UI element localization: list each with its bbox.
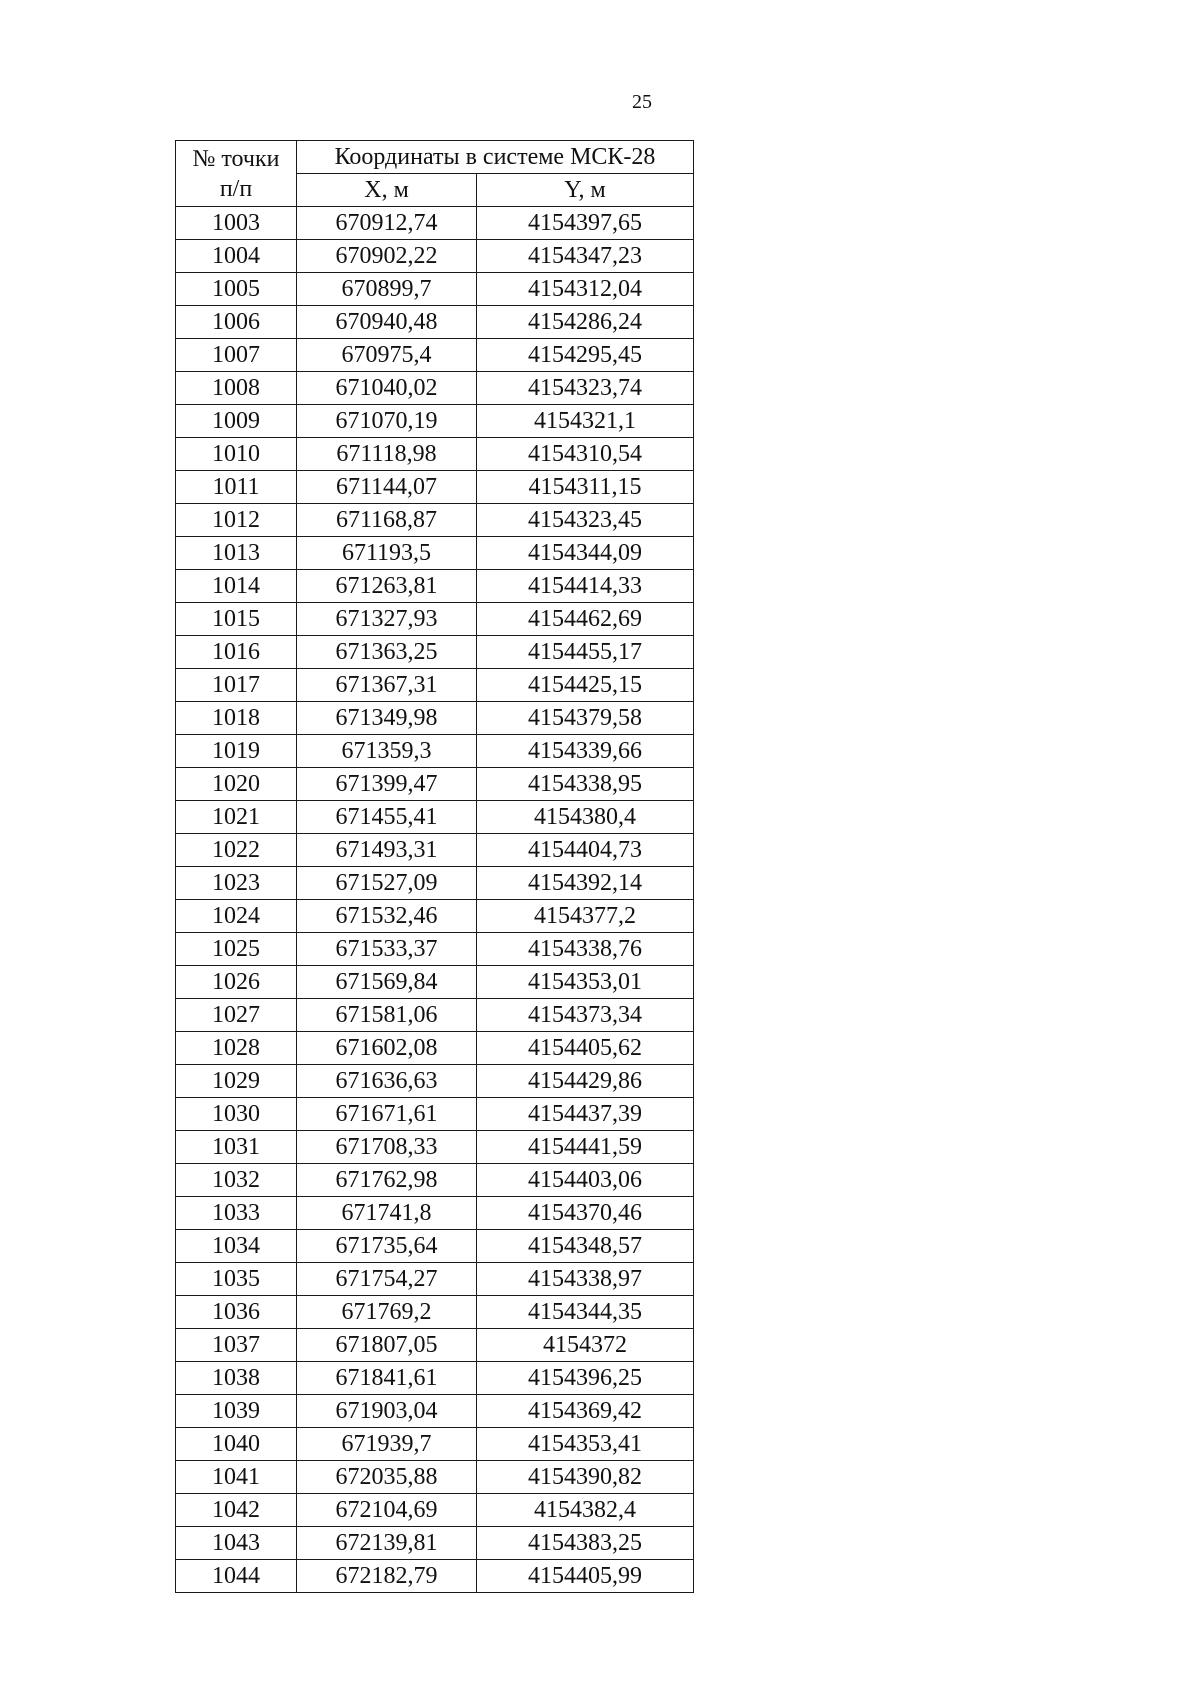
point-number-cell: 1021 [176,801,297,834]
point-number-cell: 1010 [176,438,297,471]
coordinates-table [175,140,694,1593]
y-coordinate-cell: 4154373,34 [477,999,694,1032]
y-coordinate-cell: 4154383,25 [477,1527,694,1560]
y-coordinate-cell: 4154321,1 [477,405,694,438]
table-row [176,900,694,933]
y-coordinate-cell: 4154338,97 [477,1263,694,1296]
table-row [176,471,694,504]
table-row [176,273,694,306]
table-row [176,834,694,867]
table-row [176,1494,694,1527]
y-coordinate-cell: 4154347,23 [477,240,694,273]
y-coordinate-cell: 4154353,41 [477,1428,694,1461]
point-number-cell: 1037 [176,1329,297,1362]
y-coordinate-cell: 4154392,14 [477,867,694,900]
x-coordinate-cell: 671769,2 [297,1296,477,1329]
y-coordinate-cell: 4154390,82 [477,1461,694,1494]
table-row [176,372,694,405]
point-number-cell: 1027 [176,999,297,1032]
table-row [176,537,694,570]
x-coordinate-cell: 671581,06 [297,999,477,1032]
y-coordinate-cell: 4154323,45 [477,504,694,537]
table-row [176,1230,694,1263]
point-number-header-line2: п/п [219,175,253,202]
y-coordinate-cell: 4154353,01 [477,966,694,999]
table-row [176,603,694,636]
table-row [176,1362,694,1395]
y-coordinate-cell: 4154377,2 [477,900,694,933]
point-number-cell: 1031 [176,1131,297,1164]
x-coordinate-cell: 671193,5 [297,537,477,570]
x-coordinate-cell: 671708,33 [297,1131,477,1164]
x-coordinate-cell: 671118,98 [297,438,477,471]
point-number-cell: 1042 [176,1494,297,1527]
table-row [176,1395,694,1428]
x-coordinate-cell: 671527,09 [297,867,477,900]
x-coordinate-cell: 671399,47 [297,768,477,801]
table-row [176,801,694,834]
table-row [176,405,694,438]
table-row [176,966,694,999]
table-row [176,1164,694,1197]
table-row [176,735,694,768]
y-coordinate-cell: 4154339,66 [477,735,694,768]
x-coordinate-cell: 671070,19 [297,405,477,438]
point-number-cell: 1016 [176,636,297,669]
table-row [176,768,694,801]
x-coordinate-cell: 671636,63 [297,1065,477,1098]
point-number-cell: 1043 [176,1527,297,1560]
point-number-cell: 1038 [176,1362,297,1395]
y-coordinate-cell: 4154429,86 [477,1065,694,1098]
table-row [176,867,694,900]
table-row [176,702,694,735]
y-coordinate-cell: 4154380,4 [477,801,694,834]
y-coordinate-cell: 4154369,42 [477,1395,694,1428]
point-number-cell: 1005 [176,273,297,306]
y-coordinate-cell: 4154312,04 [477,273,694,306]
x-coordinate-cell: 671359,3 [297,735,477,768]
x-coordinate-cell: 672182,79 [297,1560,477,1593]
table-row [176,504,694,537]
y-coordinate-cell: 4154397,65 [477,207,694,240]
x-coordinate-cell: 670912,74 [297,207,477,240]
table-row [176,1296,694,1329]
point-number-cell: 1008 [176,372,297,405]
x-coordinate-cell: 671735,64 [297,1230,477,1263]
point-number-cell: 1034 [176,1230,297,1263]
x-column-header: X, м [297,174,477,207]
x-coordinate-cell: 670899,7 [297,273,477,306]
table-row [176,240,694,273]
x-coordinate-cell: 670940,48 [297,306,477,339]
y-coordinate-cell: 4154348,57 [477,1230,694,1263]
point-number-cell: 1035 [176,1263,297,1296]
x-coordinate-cell: 671807,05 [297,1329,477,1362]
y-coordinate-cell: 4154437,39 [477,1098,694,1131]
table-row [176,1560,694,1593]
x-coordinate-cell: 671569,84 [297,966,477,999]
point-number-cell: 1023 [176,867,297,900]
table-row [176,1065,694,1098]
point-number-cell: 1030 [176,1098,297,1131]
x-coordinate-cell: 671455,41 [297,801,477,834]
x-coordinate-cell: 671602,08 [297,1032,477,1065]
point-number-cell: 1017 [176,669,297,702]
y-coordinate-cell: 4154382,4 [477,1494,694,1527]
point-number-cell: 1022 [176,834,297,867]
y-coordinate-cell: 4154403,06 [477,1164,694,1197]
point-number-cell: 1041 [176,1461,297,1494]
y-coordinate-cell: 4154338,95 [477,768,694,801]
point-number-cell: 1009 [176,405,297,438]
x-coordinate-cell: 671263,81 [297,570,477,603]
x-coordinate-cell: 671741,8 [297,1197,477,1230]
x-coordinate-cell: 671363,25 [297,636,477,669]
table-row [176,1032,694,1065]
table-row [176,636,694,669]
table-row [176,438,694,471]
table-row [176,1329,694,1362]
point-number-cell: 1003 [176,207,297,240]
point-number-cell: 1033 [176,1197,297,1230]
point-number-cell: 1044 [176,1560,297,1593]
x-coordinate-cell: 672139,81 [297,1527,477,1560]
table-row [176,1263,694,1296]
point-number-cell: 1014 [176,570,297,603]
point-number-cell: 1004 [176,240,297,273]
table-row [176,306,694,339]
point-number-header-line1: № точки [192,145,280,172]
y-coordinate-cell: 4154372 [477,1329,694,1362]
x-coordinate-cell: 670975,4 [297,339,477,372]
page-number: 25 [632,91,652,113]
x-coordinate-cell: 671493,31 [297,834,477,867]
point-number-cell: 1026 [176,966,297,999]
point-number-cell: 1020 [176,768,297,801]
x-coordinate-cell: 671040,02 [297,372,477,405]
x-coordinate-cell: 670902,22 [297,240,477,273]
x-coordinate-cell: 671671,61 [297,1098,477,1131]
y-coordinate-cell: 4154462,69 [477,603,694,636]
x-coordinate-cell: 671754,27 [297,1263,477,1296]
table-row [176,570,694,603]
table-row [176,1197,694,1230]
point-number-header [176,141,297,207]
y-coordinate-cell: 4154441,59 [477,1131,694,1164]
table-body [176,207,694,1593]
y-coordinate-cell: 4154323,74 [477,372,694,405]
table-row [176,339,694,372]
point-number-cell: 1006 [176,306,297,339]
x-coordinate-cell: 671367,31 [297,669,477,702]
y-coordinate-cell: 4154425,15 [477,669,694,702]
x-coordinate-cell: 672104,69 [297,1494,477,1527]
x-coordinate-cell: 672035,88 [297,1461,477,1494]
point-number-cell: 1015 [176,603,297,636]
x-coordinate-cell: 671144,07 [297,471,477,504]
x-coordinate-cell: 671168,87 [297,504,477,537]
x-coordinate-cell: 671939,7 [297,1428,477,1461]
point-number-cell: 1011 [176,471,297,504]
point-number-cell: 1018 [176,702,297,735]
y-coordinate-cell: 4154379,58 [477,702,694,735]
y-coordinate-cell: 4154414,33 [477,570,694,603]
point-number-cell: 1024 [176,900,297,933]
point-number-cell: 1036 [176,1296,297,1329]
x-coordinate-cell: 671349,98 [297,702,477,735]
table-row [176,1527,694,1560]
y-column-header: Y, м [477,174,694,207]
table-row [176,1428,694,1461]
x-coordinate-cell: 671903,04 [297,1395,477,1428]
point-number-cell: 1028 [176,1032,297,1065]
y-coordinate-cell: 4154405,99 [477,1560,694,1593]
table-row [176,999,694,1032]
point-number-cell: 1013 [176,537,297,570]
point-number-cell: 1007 [176,339,297,372]
y-coordinate-cell: 4154455,17 [477,636,694,669]
table-row [176,1131,694,1164]
point-number-cell: 1025 [176,933,297,966]
y-coordinate-cell: 4154310,54 [477,438,694,471]
table-row [176,933,694,966]
point-number-cell: 1029 [176,1065,297,1098]
y-coordinate-cell: 4154295,45 [477,339,694,372]
table-row [176,669,694,702]
point-number-cell: 1019 [176,735,297,768]
point-number-cell: 1039 [176,1395,297,1428]
x-coordinate-cell: 671327,93 [297,603,477,636]
y-coordinate-cell: 4154370,46 [477,1197,694,1230]
coordinate-system-header: Координаты в системе МСК-28 [297,141,694,174]
y-coordinate-cell: 4154404,73 [477,834,694,867]
y-coordinate-cell: 4154396,25 [477,1362,694,1395]
point-number-cell: 1012 [176,504,297,537]
table-row [176,1461,694,1494]
y-coordinate-cell: 4154344,35 [477,1296,694,1329]
table-row [176,1098,694,1131]
y-coordinate-cell: 4154286,24 [477,306,694,339]
y-coordinate-cell: 4154344,09 [477,537,694,570]
x-coordinate-cell: 671762,98 [297,1164,477,1197]
x-coordinate-cell: 671841,61 [297,1362,477,1395]
point-number-cell: 1040 [176,1428,297,1461]
x-coordinate-cell: 671533,37 [297,933,477,966]
y-coordinate-cell: 4154311,15 [477,471,694,504]
table-header [176,141,694,207]
y-coordinate-cell: 4154405,62 [477,1032,694,1065]
table-row [176,207,694,240]
y-coordinate-cell: 4154338,76 [477,933,694,966]
x-coordinate-cell: 671532,46 [297,900,477,933]
point-number-cell: 1032 [176,1164,297,1197]
